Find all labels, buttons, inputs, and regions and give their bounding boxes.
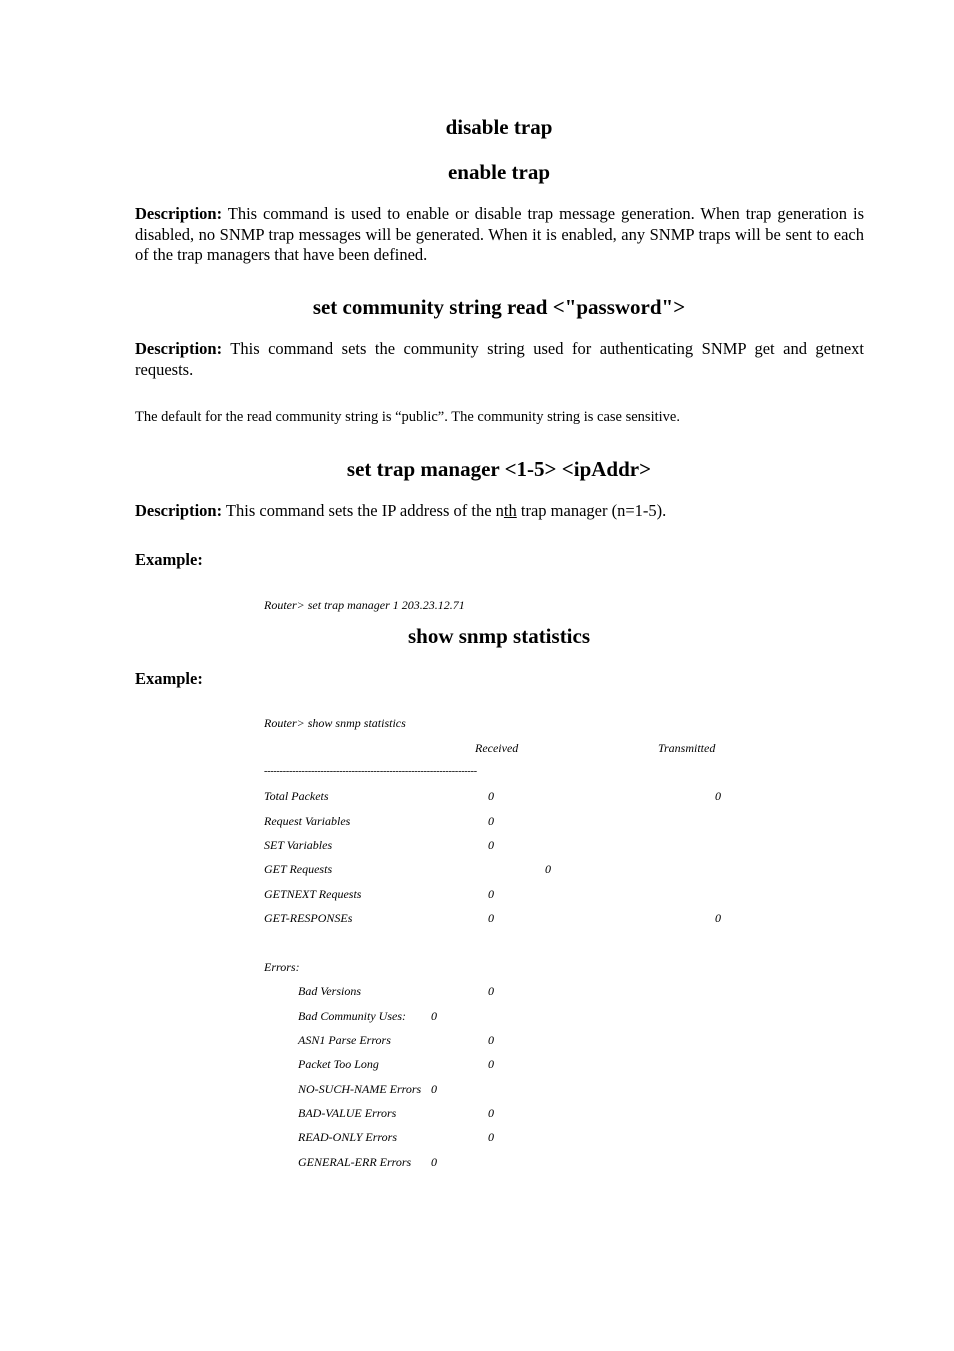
col-transmitted-header: Transmitted [658, 741, 716, 755]
community-default-note: The default for the read community string is “public”. The community string is case sensitive. [135, 409, 680, 425]
stats-row-transmitted: 0 [715, 911, 721, 925]
description-label: Description: [135, 339, 223, 358]
error-value: 0 [431, 1082, 437, 1096]
error-label: BAD-VALUE Errors [298, 1106, 397, 1120]
error-label: Bad Community Uses: [298, 1009, 406, 1023]
error-label: ASN1 Parse Errors [298, 1033, 391, 1047]
stats-row-received: 0 [545, 862, 551, 876]
example-label: Example: [135, 669, 203, 688]
error-value: 0 [488, 984, 494, 998]
stats-row-received: 0 [488, 789, 494, 803]
stats-row-label: GET Requests [264, 862, 333, 876]
error-value: 0 [431, 1009, 437, 1023]
description-text-underlined: th [503, 501, 517, 520]
col-received-header: Received [475, 741, 519, 755]
error-value: 0 [431, 1155, 437, 1169]
stats-row-label: GETNEXT Requests [264, 887, 362, 901]
error-label: Packet Too Long [298, 1057, 379, 1071]
error-value: 0 [488, 1106, 494, 1120]
error-label: READ-ONLY Errors [298, 1130, 397, 1144]
example-command: Router> set trap manager 1 203.23.12.71 [264, 598, 465, 612]
description-label: Description: [135, 204, 223, 223]
error-label: Bad Versions [298, 984, 361, 998]
error-value: 0 [488, 1130, 494, 1144]
stats-row-label: Request Variables [264, 814, 351, 828]
heading-enable-trap: enable trap [447, 160, 551, 184]
description-text: This command is used to enable or disable trap message generation. When trap generation is disabled, no SNMP trap messages will be generated. When it is enabled, any SNMP traps will be sent to each of the trap managers that have been defined. [135, 204, 865, 264]
stats-command: Router> show snmp statistics [264, 716, 406, 730]
example-label: Example: [135, 550, 203, 569]
error-value: 0 [488, 1033, 494, 1047]
description-text-before: This command sets the IP address of the n [225, 501, 504, 520]
stats-row-label: SET Variables [264, 838, 333, 852]
error-label: NO-SUCH-NAME Errors [298, 1082, 422, 1096]
trap-manager-description [135, 501, 864, 522]
heading-set-trap-manager: set trap manager <1-5> <ipAddr> [346, 457, 652, 481]
heading-disable-trap: disable trap [445, 115, 553, 139]
separator-line: -------------------------------------------------------------------- [264, 766, 477, 777]
description-text-after: trap manager (n=1-5). [516, 501, 667, 520]
description-text: This command sets the community string used for authenticating SNMP get and getnext requests. [135, 339, 864, 379]
community-description [135, 339, 864, 380]
heading-show-snmp: show snmp statistics [407, 624, 591, 648]
stats-row-received: 0 [488, 887, 494, 901]
error-value: 0 [488, 1057, 494, 1071]
stats-row-received: 0 [488, 838, 494, 852]
stats-row-label: GET-RESPONSEs [264, 911, 353, 925]
errors-label: Errors: [264, 960, 300, 974]
stats-row-transmitted: 0 [715, 789, 721, 803]
heading-set-community: set community string read <"password"> [312, 295, 686, 319]
stats-row-label: Total Packets [264, 789, 329, 803]
error-label: GENERAL-ERR Errors [298, 1155, 412, 1169]
stats-row-received: 0 [488, 911, 494, 925]
stats-row-received: 0 [488, 814, 494, 828]
trap-description [135, 204, 864, 266]
description-label: Description: [135, 501, 223, 520]
